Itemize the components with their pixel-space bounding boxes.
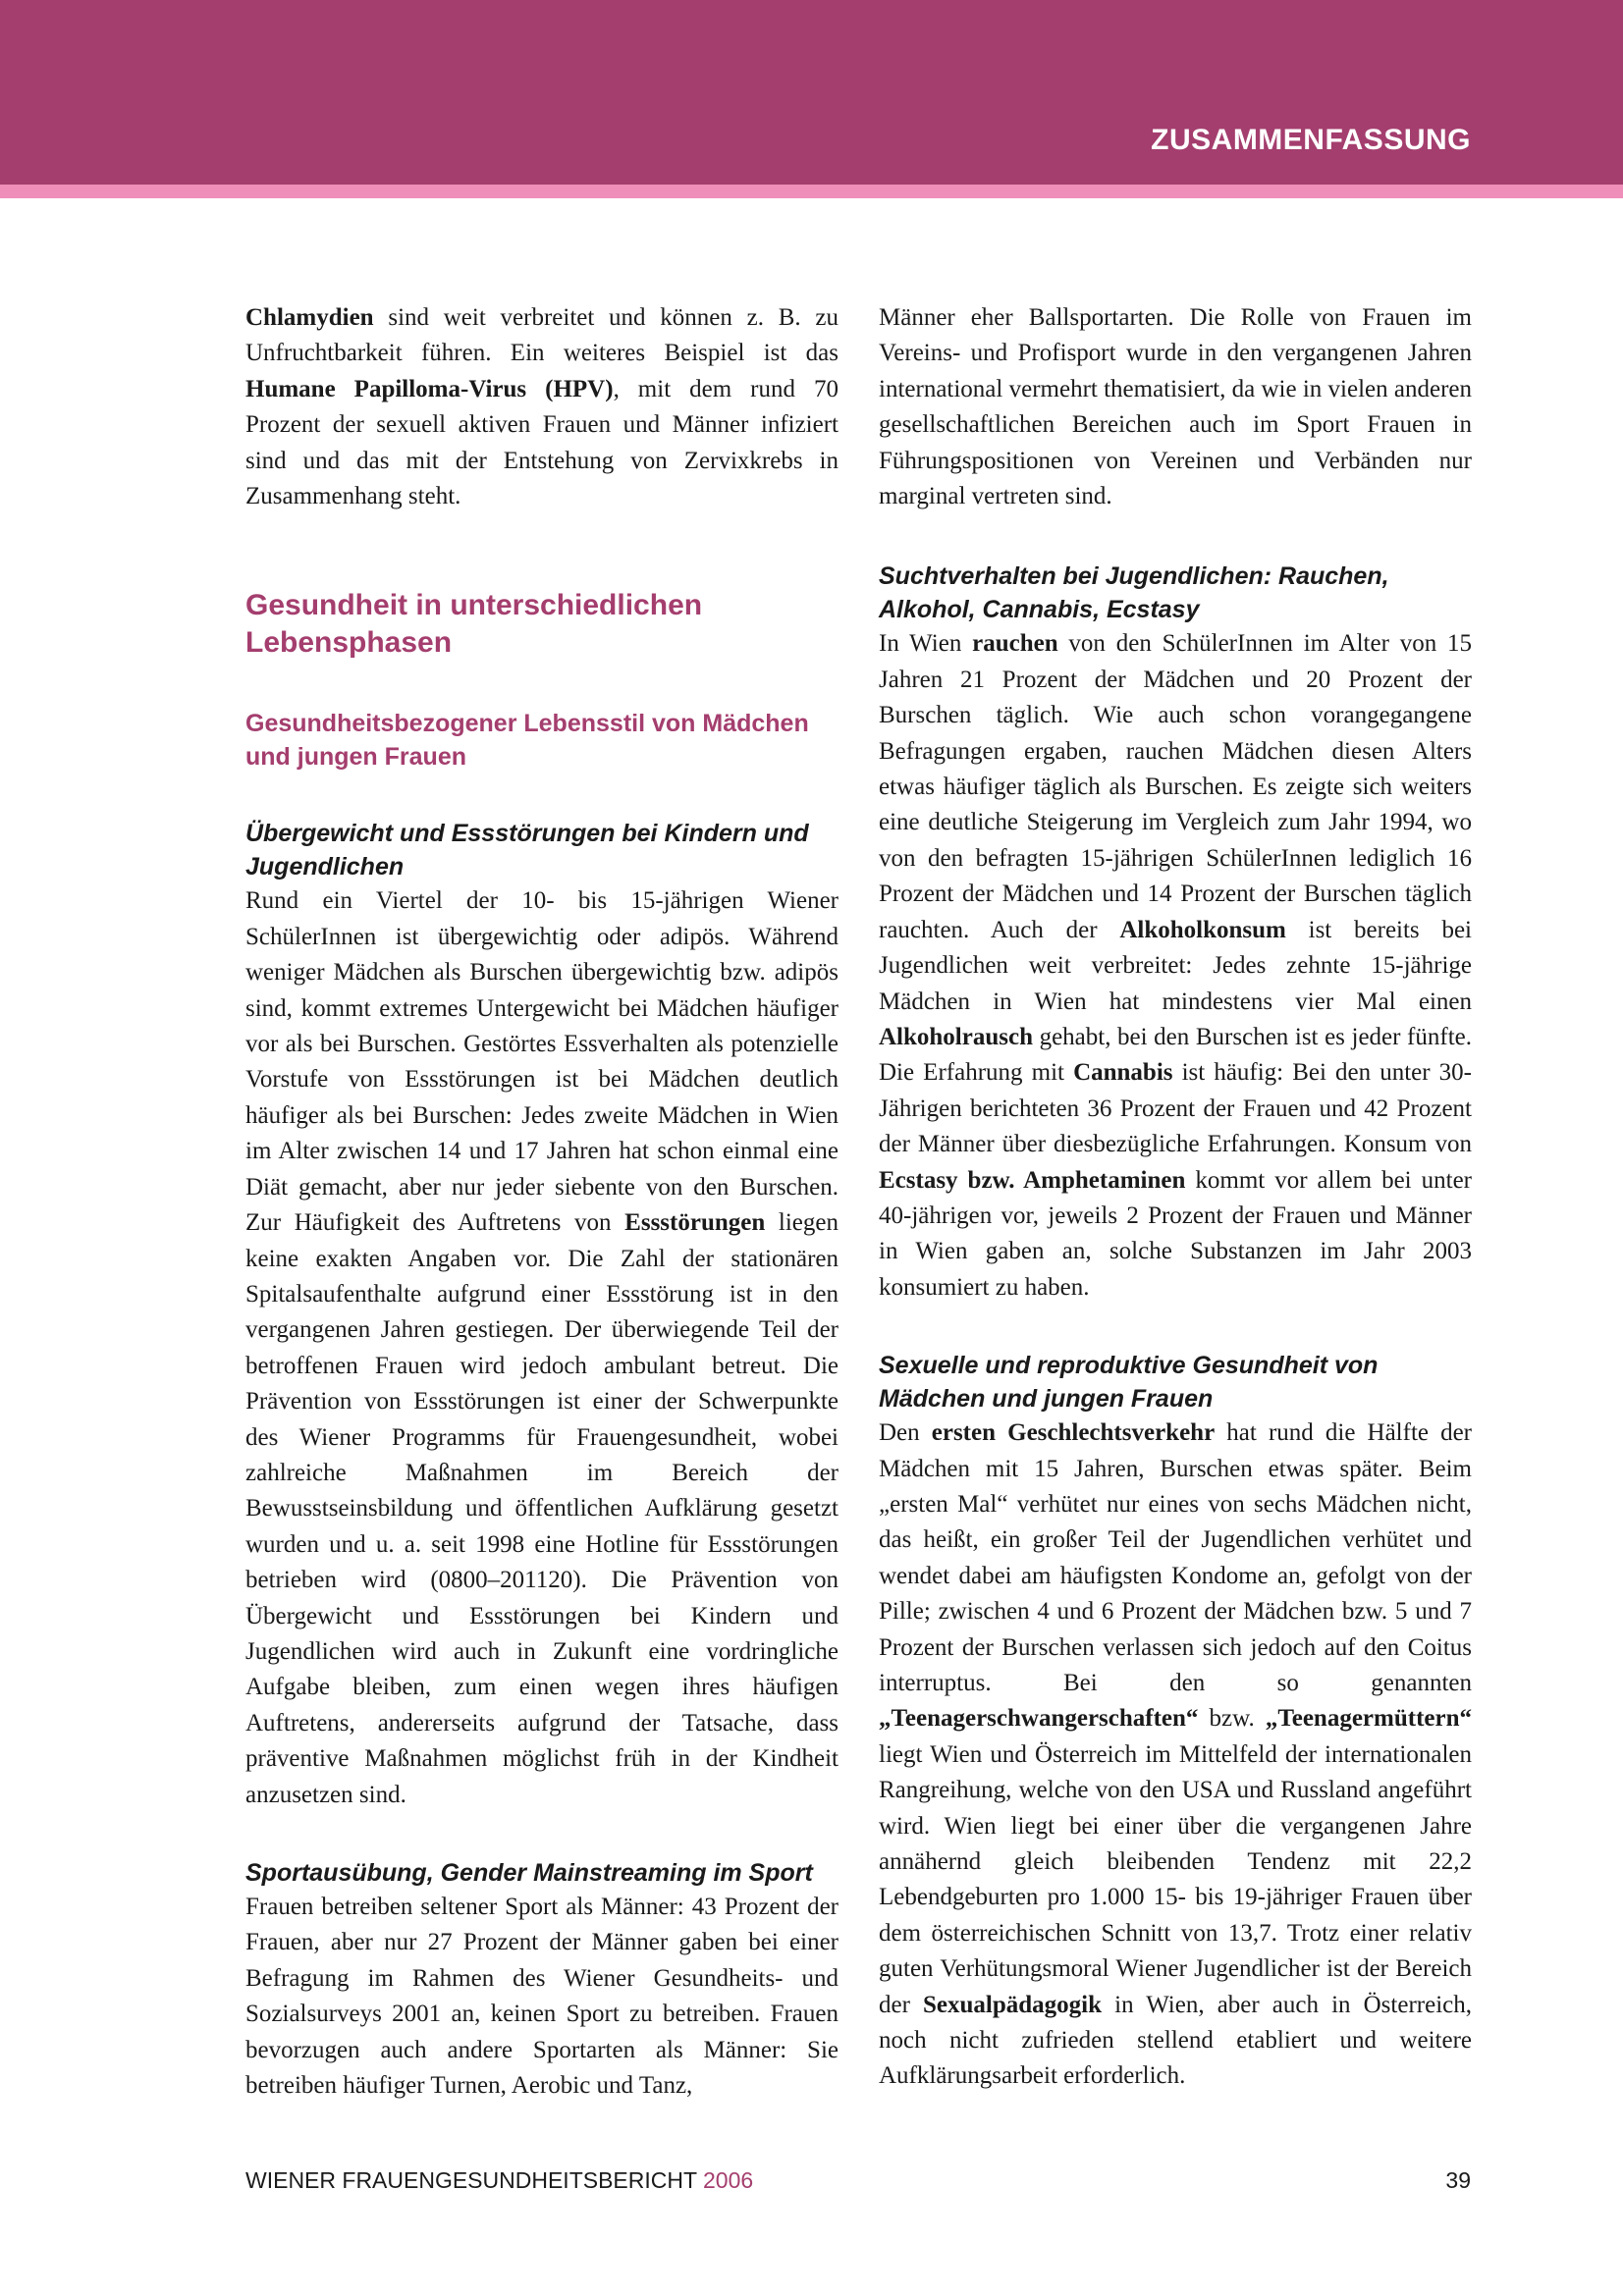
right-column xyxy=(879,300,1472,2095)
term-teenagermuettern: „Teenagermüttern“ xyxy=(1265,1705,1472,1733)
section-title: ZUSAMMENFASSUNG xyxy=(1151,124,1471,156)
report-year: 2006 xyxy=(703,2167,754,2193)
report-title: WIENER FRAUENGESUNDHEITSBERICHT 2006 xyxy=(245,2167,754,2193)
term-alkoholrausch: Alkoholrausch xyxy=(879,1023,1033,1050)
term-geschlechtsverkehr: ersten Geschlechtsverkehr xyxy=(931,1419,1216,1447)
sexual-health-heading: Sexuelle und reproduktive Gesundheit von Mädchen und jungen Frauen xyxy=(879,1352,1379,1414)
term-sexualpaedagogik: Sexualpädagogik xyxy=(923,1991,1103,2018)
sport-paragraph-continued: Männer eher Ballsportarten. Die Rolle von Frauen im Vereins- und Profisport wurde in den vergangenen Jahren international vermehrt thematisiert, da wie in vielen anderen gesellschaftlichen Bereichen auch im Sport Frauen in Führungspositionen von Vereinen und Verbänden nur marginal vertreten sind. xyxy=(879,304,1472,510)
term-essstoerungen: Essstörungen xyxy=(624,1209,766,1237)
term-ecstasy: Ecstasy bzw. Amphetaminen xyxy=(879,1166,1186,1194)
term-hpv: Humane Papilloma-Virus (HPV) xyxy=(245,375,614,402)
header-accent-stripe xyxy=(0,185,1623,198)
header-band xyxy=(0,0,1623,185)
overweight-paragraph: Rund ein Viertel der 10- bis 15-jährigen Wiener SchülerInnen ist übergewichtig oder adipös. Während weniger Mädchen als Burschen übergewichtig bzw. adipös sind, kommt extremes Untergewicht bei Mädchen häufiger vor als bei Burschen. Gestörtes Essverhalten als potenzielle Vorstufe von Essstörungen ist bei Mädchen deutlich häufiger als bei Burschen: Jedes zweite Mädchen in Wien im Alter zwischen 14 und 17 Jahren hat schon einmal eine Diät gemacht, aber nur jeder siebente von den Burschen. Zur Häufigkeit des Auftretens von Essstörungen liegen keine exakten Angaben vor. Die Zahl der stationären Spitalsaufenthalte aufgrund einer Essstörung ist in den vergangenen Jahren gestiegen. Der überwiegende Teil der betroffenen Frauen wird jedoch ambulant betreut. Die Prävention von Essstörungen ist einer der Schwerpunkte des Wiener Programms für Frauengesundheit, wobei zahlreiche Maßnahmen im Bereich der Bewusstseinsbildung und öffentlichen Aufklärung gesetzt wurden und u. a. seit 1998 eine Hotline für Essstörungen betrieben wird (0800–201120). Die Prävention von Übergewicht und Essstörungen bei Kindern und Jugendlichen wird auch in Zukunft eine vordringliche Aufgabe bleiben, zum einen wegen ihres häufigen Auftretens, andererseits aufgrund der Tatsache, dass präventive Maßnahmen möglichst früh in der Kindheit anzusetzen sind. xyxy=(245,887,839,1808)
addiction-paragraph: In Wien rauchen von den SchülerInnen im Alter von 15 Jahren 21 Prozent der Mädchen und 20 Prozent der Burschen täglich. Wie auch schon vorangegangene Befragungen ergaben, rauchen Mädchen diesen Alters etwas häufiger täglich als Burschen. Es zeigte sich weiters eine deutliche Steigerung im Vergleich zum Jahr 1994, wo von den befragten 15-jährigen SchülerInnen lediglich 16 Prozent der Mädchen und 14 Prozent der Burschen täglich rauchten. Auch der Alkoholkonsum ist bereits bei Jugendlichen weit verbreitet: Jedes zehnte 15-jährige Mädchen in Wien hat mindestens vier Mal einen Alkoholrausch gehabt, bei den Burschen ist es jeder fünfte. Die Erfahrung mit Cannabis ist häufig: Bei den unter 30-Jährigen berichteten 36 Prozent der Frauen und 42 Prozent der Männer über diesbezügliche Erfahrungen. Konsum von Ecstasy bzw. Amphetaminen kommt vor allem bei unter 40-jährigen vor, jeweils 2 Prozent der Frauen und Männer in Wien gaben an, solche Substanzen im Jahr 2003 konsumiert zu haben. xyxy=(879,630,1473,1301)
intro-paragraph: Chlamydien sind weit verbreitet und können z. B. zu Unfruchtbarkeit führen. Ein weiteres Beispiel ist das Humane Papilloma-Virus (HPV), mit dem rund 70 Prozent der sexuell aktiven Frauen und Männer infiziert sind und das mit der Entstehung von Zervixkrebs in Zusammenhang steht. xyxy=(245,304,839,510)
term-alkoholkonsum: Alkoholkonsum xyxy=(1119,916,1286,943)
left-column xyxy=(245,300,839,2104)
sport-paragraph: Frauen betreiben seltener Sport als Männer: 43 Prozent der Frauen, aber nur 27 Prozent der Männer gaben bei einer Befragung im Rahmen des Wiener Gesundheits- und Sozialsurveys 2001 an, keinen Sport zu betreiben. Frauen bevorzugen auch andere Sportarten als Männer: Sie betreiben häufiger Turnen, Aerobic und Tanz, xyxy=(245,1894,839,2100)
sport-heading: Sportausübung, Gender Mainstreaming im Sport xyxy=(245,1859,813,1887)
overweight-heading: Übergewicht und Essstörungen bei Kindern und Jugendlichen xyxy=(245,820,809,881)
addiction-heading: Suchtverhalten bei Jugendlichen: Rauchen, Alkohol, Cannabis, Ecstasy xyxy=(879,562,1389,624)
term-chlamydien: Chlamydien xyxy=(245,304,374,331)
page-number: 39 xyxy=(1445,2167,1471,2193)
term-cannabis: Cannabis xyxy=(1073,1059,1173,1087)
term-rauchen: rauchen xyxy=(972,630,1058,658)
section-heading: Gesundheit in unterschiedlichen Lebensphasen xyxy=(245,589,703,660)
subsection-heading: Gesundheitsbezogener Lebensstil von Mädchen und jungen Frauen xyxy=(245,710,809,772)
sexual-health-paragraph: Den ersten Geschlechtsverkehr hat rund die Hälfte der Mädchen mit 15 Jahren, Burschen etwas später. Beim „ersten Mal“ verhütet nur eines von sechs Mädchen nicht, das heißt, ein großer Teil der Jugendlichen verhütet und wendet dabei am häufigsten Kondome an, gefolgt von der Pille; zwischen 4 und 6 Prozent der Mädchen bzw. 5 und 7 Prozent der Burschen verlassen sich jedoch auf den Coitus interruptus. Bei den so genannten „Teenagerschwangerschaften“ bzw. „Teenagermüttern“ liegt Wien und Österreich im Mittelfeld der internationalen Rangreihung, welche von den USA und Russland angeführt wird. Wien liegt bei einer über die vergangenen Jahre annähernd gleich bleibenden Tendenz mit 22,2 Lebendgeburten pro 1.000 15- bis 19-jähriger Frauen über dem österreichischen Schnitt von 13,7. Trotz einer relativ guten Verhütungsmoral Wiener Jugendlicher ist der Bereich der Sexualpädagogik in Wien, aber auch in Österreich, noch nicht zufrieden stellend etabliert und weitere Aufklärungsarbeit erforderlich. xyxy=(879,1419,1473,2090)
term-teenagerschwangerschaften: „Teenagerschwangerschaften“ xyxy=(879,1705,1199,1733)
